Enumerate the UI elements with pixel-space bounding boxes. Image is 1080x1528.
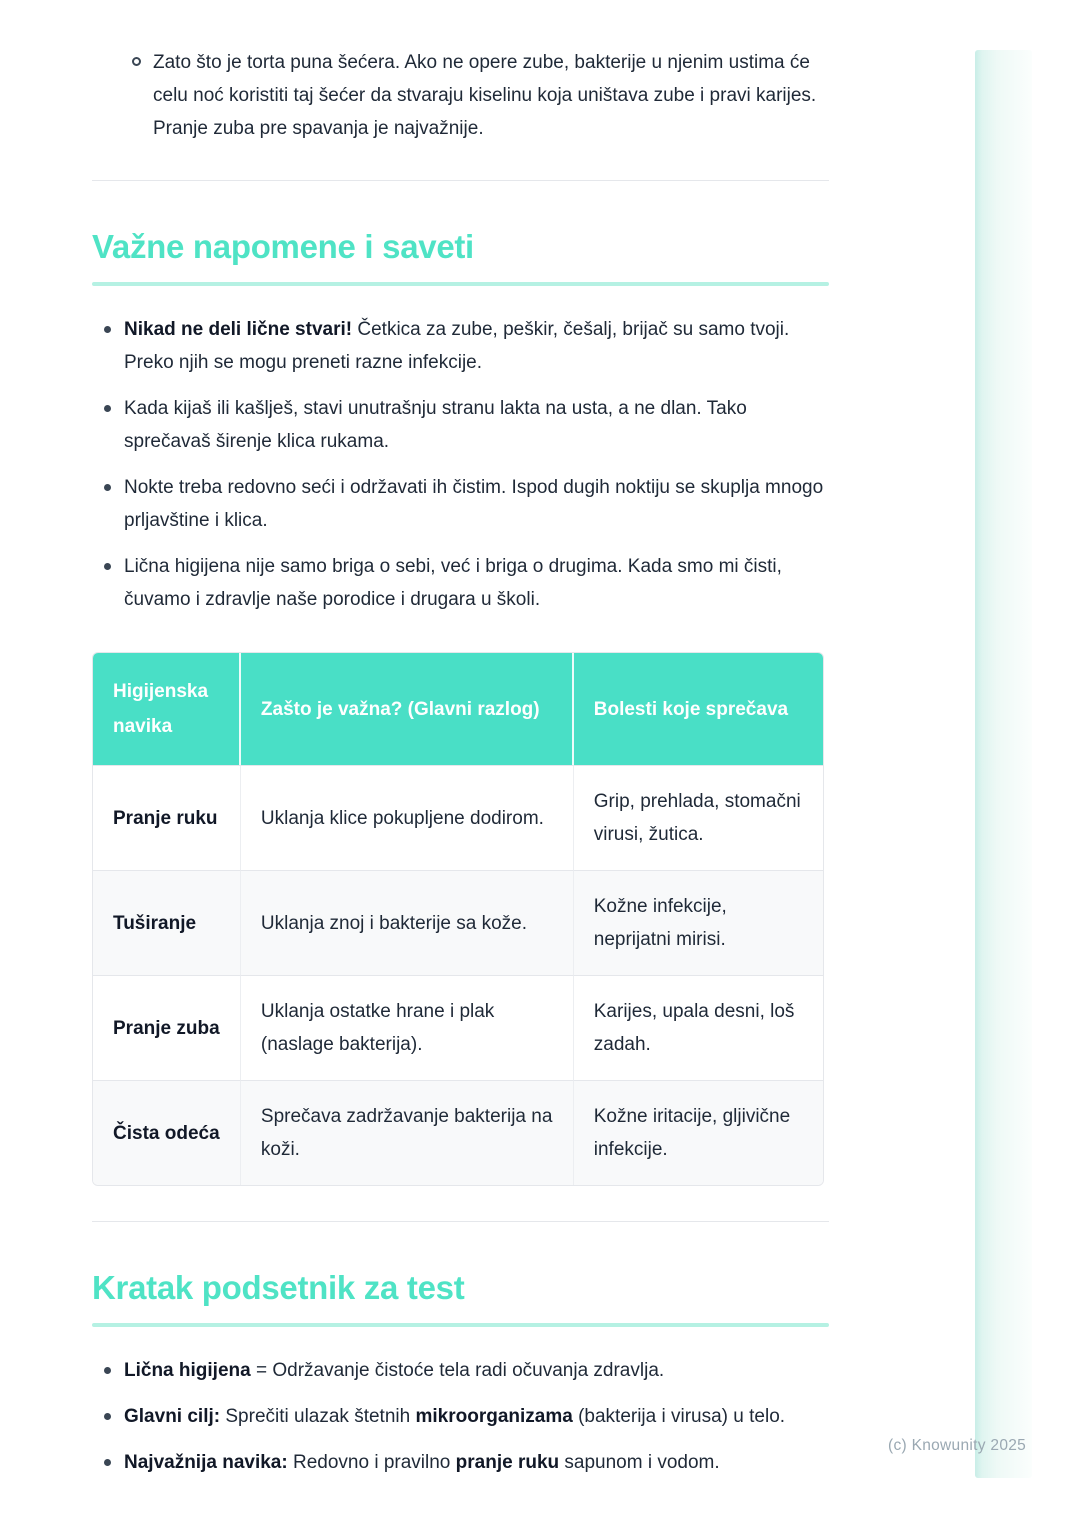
title-underline — [92, 1323, 829, 1327]
table-cell: Uklanja klice pokupljene dodirom. — [241, 765, 574, 870]
table-cell: Kožne iritacije, gljivične infekcije. — [574, 1080, 823, 1185]
bullet-dot-icon — [104, 405, 111, 412]
table-row — [93, 975, 823, 1080]
list-item-text: Nokte treba redovno seći i održavati ih čistim. Ispod dugih noktiju se skuplja mnogo prljavštine i klica. — [124, 477, 824, 531]
list-item — [92, 471, 829, 537]
circle-bullet-icon — [132, 57, 141, 66]
table-row — [93, 765, 823, 870]
intro-sub-bullet — [92, 46, 829, 145]
bullet-dot-icon — [104, 1367, 111, 1374]
table-cell: Kožne infekcije, neprijatni mirisi. — [574, 870, 823, 975]
table-header-cell: Zašto je važna? (Glavni razlog) — [241, 653, 574, 765]
footer-copyright: (c) Knowunity 2025 — [888, 1437, 1027, 1454]
table-cell: Uklanja znoj i bakterije sa kože. — [241, 870, 574, 975]
table-body — [93, 765, 823, 1185]
bullet-dot-icon — [104, 1459, 111, 1466]
bullet-dot-icon — [104, 484, 111, 491]
content-column — [92, 0, 829, 1492]
list-item-text: Kada kijaš ili kašlješ, stavi unutrašnju stranu lakta na usta, a ne dlan. Tako sprečavaš širenje klica rukama. — [124, 398, 747, 452]
intro-text: Zato što je torta puna šećera. Ako ne opere zube, bakterije u njenim ustima će celu noć koristiti taj šećer da stvaraju kiselinu koja uništava zube i pravi karijes. Pranje zuba pre spavanja je najvažnije. — [153, 52, 817, 139]
section-divider — [92, 180, 829, 181]
table-cell: Tuširanje — [93, 870, 241, 975]
title-underline — [92, 282, 829, 286]
section-title-notes: Važne napomene i saveti — [92, 228, 474, 265]
table-cell: Pranje ruku — [93, 765, 241, 870]
table-header-cell: Bolesti koje sprečava — [574, 653, 823, 765]
table-cell: Grip, prehlada, stomačni virusi, žutica. — [574, 765, 823, 870]
list-item — [92, 392, 829, 458]
list-item-text: Nikad ne deli lične stvari! Četkica za zube, peškir, češalj, brijač su samo tvoji. Preko njih se mogu preneti razne infekcije. — [124, 319, 790, 373]
list-item — [92, 1400, 829, 1433]
table-cell: Čista odeća — [93, 1080, 241, 1185]
list-item-text: Lična higijena = Održavanje čistoće tela radi očuvanja zdravlja. — [124, 1360, 665, 1381]
notes-bullet-list — [92, 313, 829, 616]
list-item-text: Glavni cilj: Sprečiti ulazak štetnih mikroorganizama (bakterija i virusa) u telo. — [124, 1406, 786, 1427]
bullet-dot-icon — [104, 1413, 111, 1420]
bullet-dot-icon — [104, 326, 111, 333]
list-item-text: Najvažnija navika: Redovno i pravilno pranje ruku sapunom i vodom. — [124, 1452, 720, 1473]
list-item — [92, 1446, 829, 1479]
section-divider — [92, 1221, 829, 1222]
section-title-reminder: Kratak podsetnik za test — [92, 1269, 465, 1306]
table-cell: Sprečava zadržavanje bakterija na koži. — [241, 1080, 574, 1185]
side-accent-stripe — [975, 50, 1032, 1478]
table-cell: Pranje zuba — [93, 975, 241, 1080]
list-item — [92, 550, 829, 616]
bullet-dot-icon — [104, 563, 111, 570]
table-cell: Karijes, upala desni, loš zadah. — [574, 975, 823, 1080]
table-row — [93, 870, 823, 975]
list-item — [92, 313, 829, 379]
list-item — [92, 1354, 829, 1387]
reminder-bullet-list — [92, 1354, 829, 1479]
list-item-text: Lična higijena nije samo briga o sebi, već i briga o drugima. Kada smo mi čisti, čuvamo i zdravlje naše porodice i drugara u školi. — [124, 556, 782, 610]
hygiene-table — [92, 652, 824, 1186]
table-header-row — [93, 653, 823, 765]
table-cell: Uklanja ostatke hrane i plak (naslage bakterija). — [241, 975, 574, 1080]
table-header-cell: Higijenska navika — [93, 653, 241, 765]
table-row — [93, 1080, 823, 1185]
